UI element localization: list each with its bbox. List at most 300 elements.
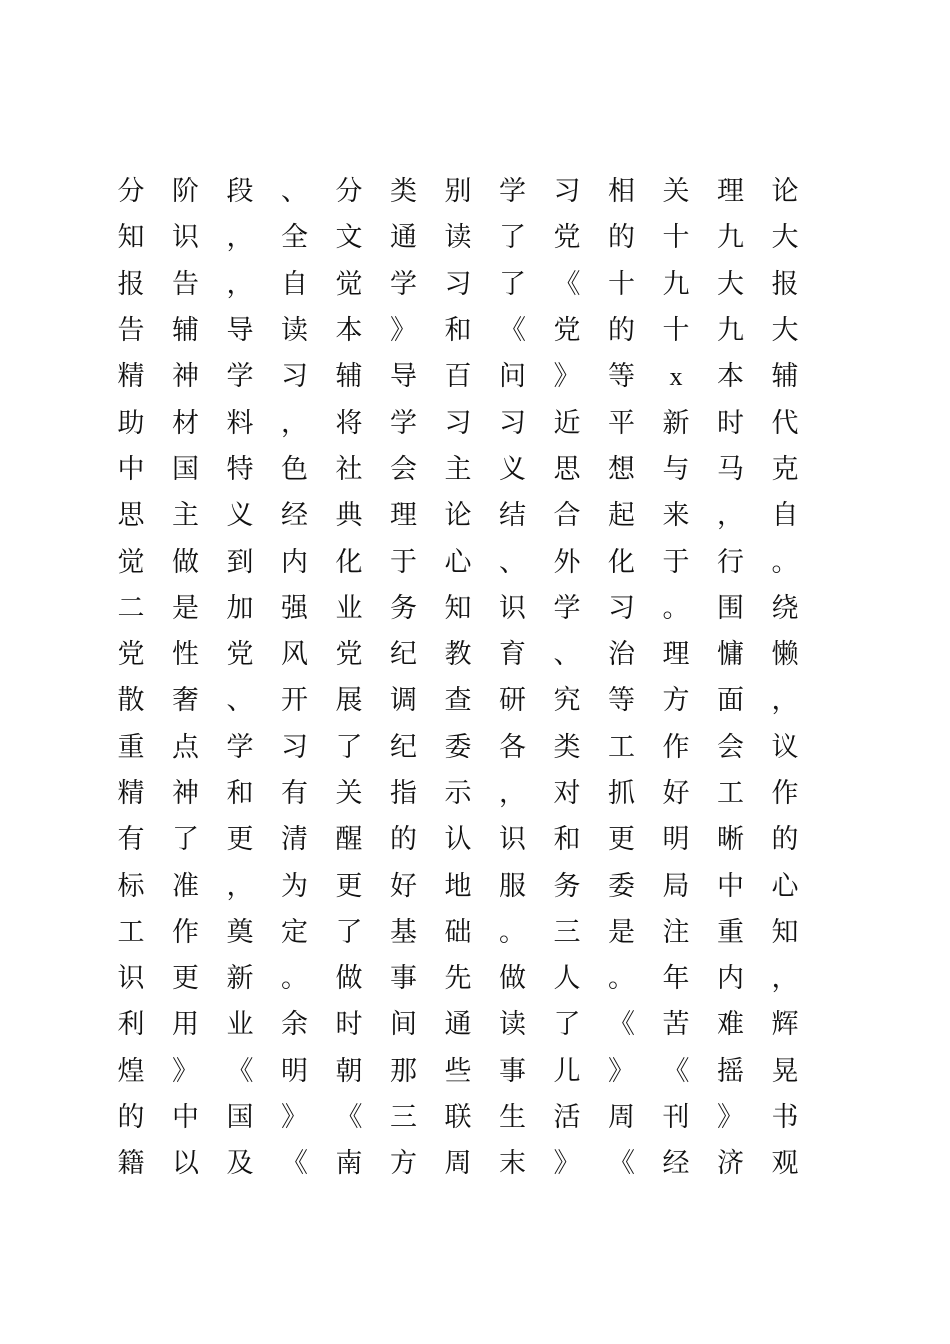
text-char: 心 [444, 546, 472, 578]
text-char: 、 [553, 639, 581, 671]
text-char: 告 [172, 268, 199, 300]
text-char: 《 [281, 1148, 308, 1180]
text-line [108, 771, 808, 817]
text-char: 观 [771, 1148, 799, 1180]
text-char: 识 [499, 824, 526, 856]
text-char: 及 [226, 1148, 254, 1180]
text-char: 局 [662, 870, 690, 902]
text-char: 纪 [390, 639, 417, 671]
text-char: 时 [335, 1009, 363, 1041]
text-char: 识 [499, 592, 526, 624]
text-char: 定 [281, 916, 308, 948]
text-char: 论 [771, 176, 799, 208]
text-char: 读 [444, 222, 472, 254]
text-char: 散 [117, 685, 145, 717]
text-char: 了 [499, 268, 526, 300]
text-char: 事 [390, 963, 417, 995]
text-line [108, 400, 808, 446]
text-char: 作 [771, 778, 799, 809]
text-char: 》 [390, 315, 417, 347]
text-char: 报 [117, 268, 145, 300]
text-char: 马 [717, 453, 744, 485]
text-char: 九 [717, 315, 744, 347]
text-char: 习 [608, 592, 635, 624]
text-char: 别 [444, 176, 472, 208]
text-char: 色 [281, 453, 308, 485]
text-char: 等 [608, 685, 635, 717]
text-char: 的 [771, 824, 799, 856]
text-char: 方 [390, 1148, 417, 1180]
text-char: 料 [226, 407, 254, 439]
text-char: 中 [172, 1102, 199, 1134]
text-char: 明 [281, 1055, 308, 1087]
text-char: 外 [553, 546, 581, 578]
text-char: 大 [771, 222, 799, 254]
text-char: 教 [444, 639, 472, 671]
text-char: 工 [717, 778, 744, 809]
text-char: 抓 [608, 778, 635, 809]
text-char: 绕 [771, 592, 799, 624]
text-char: 周 [608, 1102, 635, 1134]
text-char: 先 [444, 963, 472, 995]
text-char: 文 [335, 222, 363, 254]
text-char: 明 [662, 824, 690, 856]
text-char: 觉 [117, 546, 145, 578]
text-char: 导 [226, 315, 254, 347]
text-line [108, 910, 808, 956]
text-char: 作 [172, 916, 199, 948]
text-char: 平 [608, 407, 635, 439]
text-char: 》 [608, 1055, 635, 1087]
text-char: 些 [444, 1055, 472, 1087]
text-char: 、 [499, 546, 526, 578]
text-char: 朝 [335, 1055, 363, 1087]
text-char: 做 [172, 546, 199, 578]
text-char: 经 [662, 1148, 690, 1180]
text-char: 刊 [662, 1102, 690, 1134]
text-char: 了 [499, 222, 526, 254]
text-char: 面 [717, 685, 744, 717]
text-char: 。 [499, 916, 526, 948]
text-char: 更 [226, 824, 254, 856]
text-char: 》 [553, 1148, 581, 1180]
text-char: 是 [172, 592, 199, 624]
text-char: 准 [172, 870, 199, 902]
text-char: 思 [117, 500, 145, 532]
text-char: 分 [335, 176, 363, 208]
text-char: 大 [771, 315, 799, 347]
text-char: 育 [499, 639, 526, 671]
text-char: 余 [281, 1009, 308, 1041]
text-char: 特 [226, 453, 254, 485]
text-char: 和 [226, 778, 254, 809]
text-char: 书 [771, 1102, 799, 1134]
text-char: 。 [771, 546, 799, 578]
text-char: 》 [717, 1102, 744, 1134]
text-char: 精 [117, 778, 145, 809]
text-char: 本 [717, 361, 744, 393]
text-char: 委 [444, 731, 472, 763]
text-line [108, 632, 808, 678]
text-char: 神 [172, 361, 199, 393]
text-char: 认 [444, 824, 472, 856]
text-char: 论 [444, 500, 472, 532]
text-char: 纪 [390, 731, 417, 763]
text-char: 点 [172, 731, 199, 763]
text-char: 习 [444, 407, 472, 439]
text-char: 助 [117, 407, 145, 439]
text-char: 。 [281, 963, 308, 995]
text-char: 辉 [771, 1009, 799, 1041]
text-char: 主 [444, 453, 472, 485]
text-char: 有 [281, 778, 308, 809]
text-char: 党 [335, 639, 363, 671]
text-char: 九 [717, 222, 744, 254]
text-char: 《 [499, 315, 526, 347]
text-char: 的 [608, 315, 635, 347]
text-line [108, 1002, 808, 1048]
text-char: 学 [499, 176, 526, 208]
text-char: 周 [444, 1148, 472, 1180]
text-char: 党 [117, 639, 145, 671]
text-char: 近 [553, 407, 581, 439]
text-char: 《 [662, 1055, 690, 1087]
text-char: 性 [172, 639, 199, 671]
text-char: 的 [390, 824, 417, 856]
text-char: 十 [662, 315, 690, 347]
text-char: 》 [281, 1102, 308, 1134]
text-char: 《 [335, 1102, 363, 1134]
text-char: 务 [390, 592, 417, 624]
text-char: 开 [281, 685, 308, 717]
text-char: 示 [444, 778, 472, 809]
text-char: 导 [390, 361, 417, 393]
text-char: ， [771, 963, 799, 995]
text-char: 经 [281, 500, 308, 532]
text-char: 好 [662, 778, 690, 809]
text-char: 于 [662, 546, 690, 578]
text-char: 务 [553, 870, 581, 902]
text-char: 中 [717, 870, 744, 902]
text-line [108, 447, 808, 493]
text-char: 学 [226, 731, 254, 763]
text-char: 学 [390, 407, 417, 439]
text-char: 习 [281, 361, 308, 393]
text-char: 社 [335, 453, 363, 485]
text-char: 注 [662, 916, 690, 948]
text-char: 工 [608, 731, 635, 763]
text-char: 本 [335, 315, 363, 347]
text-line [108, 539, 808, 585]
text-char: 问 [499, 361, 526, 393]
text-char: 联 [444, 1102, 472, 1134]
text-char: 知 [117, 222, 145, 254]
text-char: 将 [335, 407, 363, 439]
text-char: 分 [117, 176, 145, 208]
text-char: 治 [608, 639, 635, 671]
text-char: 理 [717, 176, 744, 208]
text-char: 晰 [717, 824, 744, 856]
text-char: 、 [226, 685, 254, 717]
text-char: 方 [662, 685, 690, 717]
text-char: 对 [553, 778, 581, 809]
text-char: 二 [117, 592, 145, 624]
text-char: 查 [444, 685, 472, 717]
text-char: 通 [444, 1009, 472, 1041]
text-char: 读 [499, 1009, 526, 1041]
text-char: 人 [553, 963, 581, 995]
text-char: 济 [717, 1148, 744, 1180]
text-char: 。 [608, 963, 635, 995]
text-char: 标 [117, 870, 145, 902]
text-char: ， [226, 268, 254, 300]
text-char: 了 [335, 731, 363, 763]
text-line [108, 262, 808, 308]
text-char: 内 [281, 546, 308, 578]
text-char: 委 [608, 870, 635, 902]
text-char: 利 [117, 1009, 145, 1041]
text-char: 地 [444, 870, 472, 902]
text-char: 党 [553, 222, 581, 254]
text-char: ， [771, 685, 799, 717]
text-char: 学 [390, 268, 417, 300]
text-char: 习 [444, 268, 472, 300]
text-char: 化 [335, 546, 363, 578]
text-char: 晃 [771, 1055, 799, 1087]
text-char: 各 [499, 731, 526, 763]
text-line [108, 1141, 808, 1187]
text-char: 觉 [335, 268, 363, 300]
text-char: 类 [553, 731, 581, 763]
text-char: 神 [172, 778, 199, 809]
text-char: 克 [771, 453, 799, 485]
text-char: 习 [499, 407, 526, 439]
text-char: 学 [226, 361, 254, 393]
text-char: 年 [662, 963, 690, 995]
text-char: 业 [335, 592, 363, 624]
text-char: 和 [444, 315, 472, 347]
text-char: 主 [172, 500, 199, 532]
text-char: 更 [172, 963, 199, 995]
text-char: 础 [444, 916, 472, 948]
text-char: 为 [281, 870, 308, 902]
text-char: ， [717, 500, 744, 532]
text-char: 是 [608, 916, 635, 948]
text-char: 那 [390, 1055, 417, 1087]
text-char: 辅 [771, 361, 799, 393]
text-char: 识 [117, 963, 145, 995]
text-char: 。 [662, 592, 690, 624]
text-line [108, 1095, 808, 1141]
text-char: 懒 [771, 639, 799, 671]
text-char: 十 [608, 268, 635, 300]
text-char: 议 [771, 731, 799, 763]
text-char: 精 [117, 361, 145, 393]
text-char: 阶 [172, 176, 199, 208]
text-char: 间 [390, 1009, 417, 1041]
text-char: 基 [390, 916, 417, 948]
text-char: 三 [390, 1102, 417, 1134]
text-char: 到 [226, 546, 254, 578]
text-char: 学 [553, 592, 581, 624]
text-char: 心 [771, 870, 799, 902]
text-line [108, 215, 808, 261]
text-char: 告 [117, 315, 145, 347]
text-char: 自 [771, 500, 799, 532]
text-char: 儿 [553, 1055, 581, 1087]
text-char: 报 [771, 268, 799, 300]
text-char: 会 [390, 453, 417, 485]
text-char: 结 [499, 500, 526, 532]
text-char: 调 [390, 685, 417, 717]
text-char: 生 [499, 1102, 526, 1134]
text-char: 》 [553, 361, 581, 393]
text-char: 做 [335, 963, 363, 995]
text-char: 好 [390, 870, 417, 902]
text-line [108, 725, 808, 771]
text-char: 、 [281, 176, 308, 208]
text-char: 更 [608, 824, 635, 856]
text-char: 国 [226, 1102, 254, 1134]
text-char: 理 [390, 500, 417, 532]
text-char: 合 [553, 500, 581, 532]
text-char: 于 [390, 546, 417, 578]
text-char: 百 [444, 361, 472, 393]
text-char: ， [226, 222, 254, 254]
text-char: 的 [117, 1102, 145, 1134]
text-char: 奠 [226, 916, 254, 948]
text-char: 会 [717, 731, 744, 763]
text-char: 做 [499, 963, 526, 995]
text-line [108, 493, 808, 539]
text-char: 习 [281, 731, 308, 763]
text-char: 《 [553, 268, 581, 300]
text-char: 义 [226, 500, 254, 532]
text-char: 代 [771, 407, 799, 439]
text-char: 展 [335, 685, 363, 717]
text-char: 籍 [117, 1148, 145, 1180]
text-char: 党 [553, 315, 581, 347]
text-char: 十 [662, 222, 690, 254]
text-line [108, 678, 808, 724]
text-line [108, 308, 808, 354]
text-line [108, 354, 808, 400]
text-char: 中 [117, 453, 145, 485]
text-char: 关 [335, 778, 363, 809]
text-char: 类 [390, 176, 417, 208]
text-char: 材 [172, 407, 199, 439]
text-char: 和 [553, 824, 581, 856]
text-char: 苦 [662, 1009, 690, 1041]
text-char: 奢 [172, 685, 199, 717]
text-char: 知 [771, 916, 799, 948]
text-char: 习 [553, 176, 581, 208]
text-char: 研 [499, 685, 526, 717]
text-char: 典 [335, 500, 363, 532]
text-char: 与 [662, 453, 690, 485]
text-char: 新 [226, 963, 254, 995]
text-char: 党 [226, 639, 254, 671]
text-char: 《 [226, 1055, 254, 1087]
body-text [108, 169, 808, 1188]
text-char: 全 [281, 222, 308, 254]
text-char: 起 [608, 500, 635, 532]
text-char: 的 [608, 222, 635, 254]
text-char: 通 [390, 222, 417, 254]
text-line [108, 169, 808, 215]
text-char: 慵 [717, 639, 744, 671]
text-char: 服 [499, 870, 526, 902]
text-char: 活 [553, 1102, 581, 1134]
text-char: 《 [608, 1009, 635, 1041]
text-char: 指 [390, 778, 417, 809]
text-char: 辅 [172, 315, 199, 347]
text-char: 摇 [717, 1055, 744, 1087]
text-line [108, 956, 808, 1002]
text-char: 思 [553, 453, 581, 485]
text-char: 义 [499, 453, 526, 485]
text-char: 《 [608, 1148, 635, 1180]
text-char: 等 [608, 361, 635, 393]
text-char: 三 [553, 916, 581, 948]
text-line [108, 863, 808, 909]
text-char: 国 [172, 453, 199, 485]
text-char: ， [499, 778, 526, 809]
text-char: x [669, 362, 683, 392]
text-char: 行 [717, 546, 744, 578]
text-char: 业 [226, 1009, 254, 1041]
text-char: 关 [662, 176, 690, 208]
text-char: 新 [662, 407, 690, 439]
text-char: 以 [172, 1148, 199, 1180]
text-char: 辅 [335, 361, 363, 393]
text-char: 事 [499, 1055, 526, 1087]
text-char: 知 [444, 592, 472, 624]
text-char: 工 [117, 916, 145, 948]
text-char: 内 [717, 963, 744, 995]
text-line [108, 1049, 808, 1095]
text-char: 了 [335, 916, 363, 948]
text-char: 围 [717, 592, 744, 624]
text-char: 九 [662, 268, 690, 300]
text-char: 大 [717, 268, 744, 300]
text-char: 相 [608, 176, 635, 208]
text-char: 清 [281, 824, 308, 856]
text-char: 理 [662, 639, 690, 671]
text-char: 用 [172, 1009, 199, 1041]
text-char: 作 [662, 731, 690, 763]
text-char: 醒 [335, 824, 363, 856]
text-char: 强 [281, 592, 308, 624]
text-char: 风 [281, 639, 308, 671]
text-char: ， [281, 407, 308, 439]
text-char: 究 [553, 685, 581, 717]
text-char: 段 [226, 176, 254, 208]
text-char: 读 [281, 315, 308, 347]
text-char: 有 [117, 824, 145, 856]
text-char: 末 [499, 1148, 526, 1180]
text-char: 》 [172, 1055, 199, 1087]
text-char: 难 [717, 1009, 744, 1041]
text-char: 了 [553, 1009, 581, 1041]
text-line [108, 817, 808, 863]
text-char: 加 [226, 592, 254, 624]
text-char: 识 [172, 222, 199, 254]
text-line [108, 586, 808, 632]
text-char: 时 [717, 407, 744, 439]
text-char: 更 [335, 870, 363, 902]
text-char: 了 [172, 824, 199, 856]
